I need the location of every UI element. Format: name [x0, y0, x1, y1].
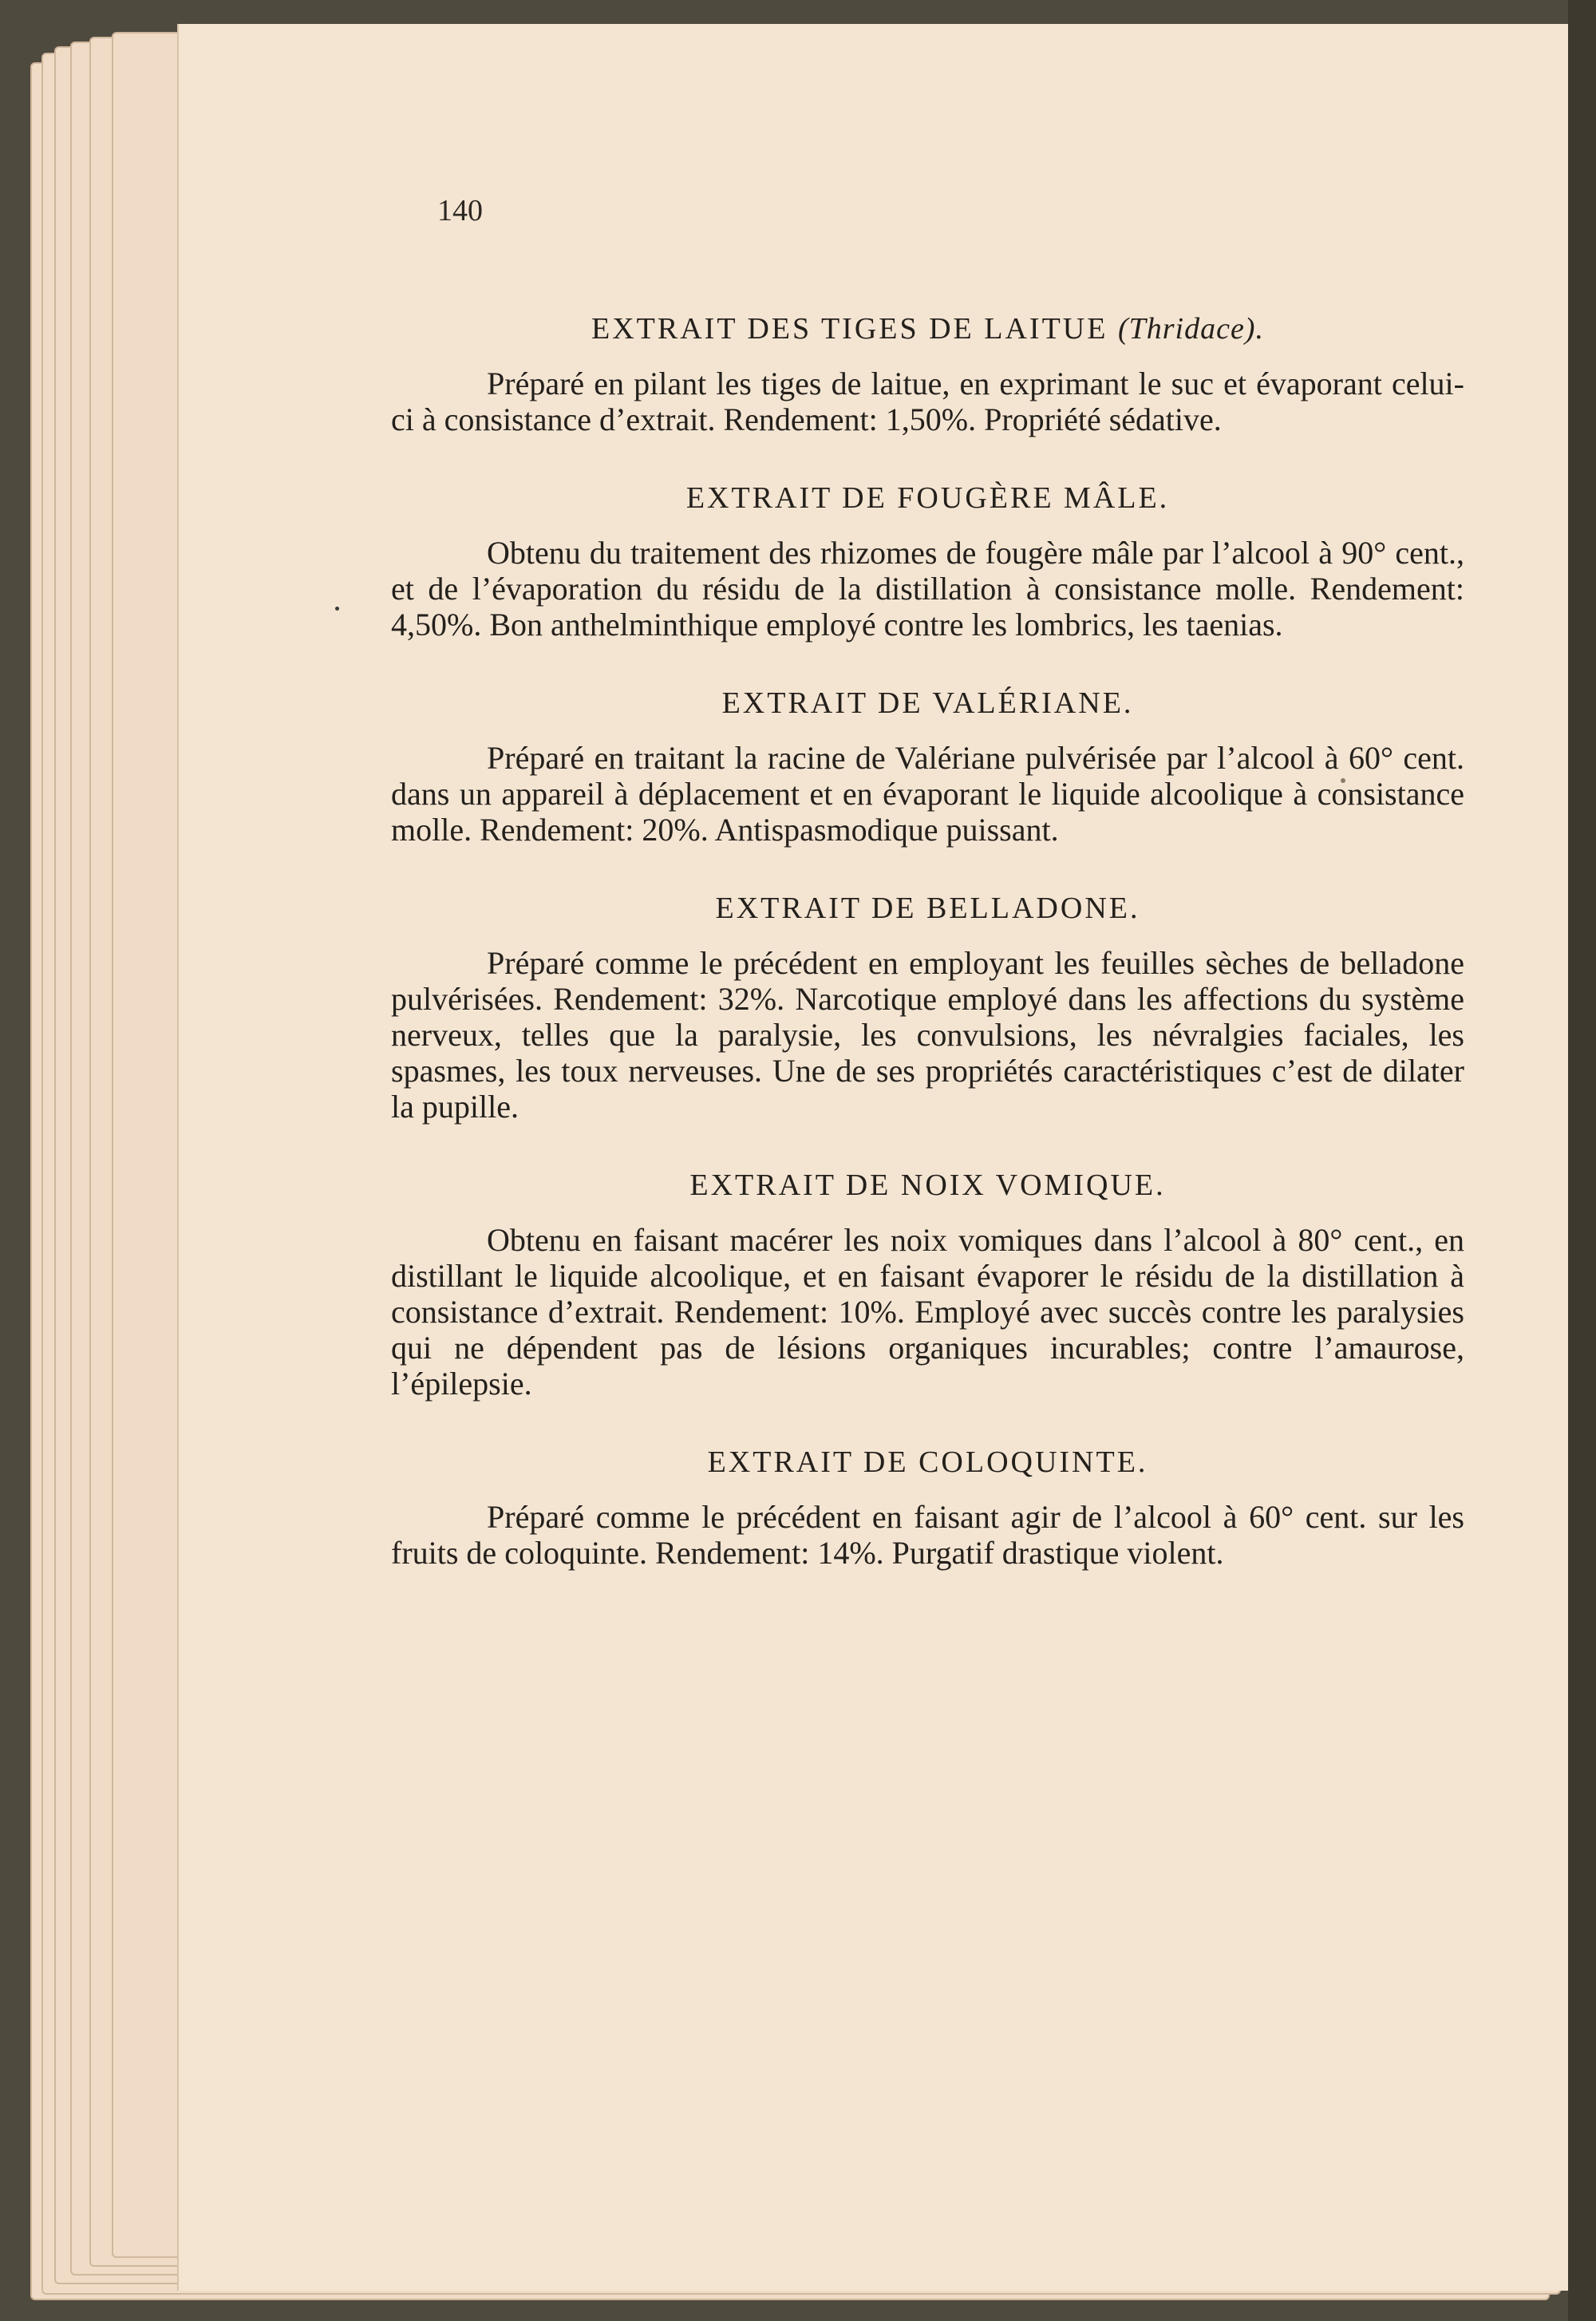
- section-coloquinte: [391, 1445, 1464, 1571]
- section-belladone: [391, 891, 1464, 1125]
- section-valeriane: [391, 686, 1464, 848]
- section-body: Obtenu du traitement des rhizomes de fougère mâle par l’alcool à 90° cent., et de l’évaporation du résidu de la distillation à consistance molle. Rendement: 4,50%. Bon anthelminthique employé contre les lombrics, les taenias.: [391, 535, 1464, 643]
- section-title: EXTRAIT DE COLOQUINTE.: [707, 1445, 1148, 1479]
- section-body: Préparé en traitant la racine de Valériane pulvérisée par l’alcool à 60° cent. dans un appareil à déplacement et en évaporant le liquide alcoolique à consistance molle. Rendement: 20%. Antispasmodique puissant.: [391, 740, 1464, 848]
- paper-speck: [335, 607, 339, 611]
- section-title-text: EXTRAIT DES TIGES DE LAITUE: [591, 312, 1108, 346]
- section-body: Préparé en pilant les tiges de laitue, en exprimant le suc et évaporant celui-ci à consistance d’extrait. Rendement: 1,50%. Propriété sédative.: [391, 366, 1464, 437]
- section-title: EXTRAIT DE VALÉRIANE.: [721, 686, 1134, 720]
- section-body: Préparé comme le précédent en employant les feuilles sèches de belladone pulvérisées. Rendement: 32%. Narcotique employé dans les affections du système nerveux, telles que la paralysie, les convulsions, les névralgies faciales, les spasmes, les toux nerveuses. Une de ses propriétés caractéristiques c’est de dilater la pupille.: [391, 945, 1464, 1125]
- section-fougere: [391, 480, 1464, 643]
- section-body: Obtenu en faisant macérer les noix vomiques dans l’alcool à 80° cent., en distillant le liquide alcoolique, et en faisant évaporer le résidu de la distillation à consistance d’extrait. Rendement: 10%. Employé avec succès contre les paralysies qui ne dépendent pas de lésions organiques incurables; contre l’amaurose, l’épilepsie.: [391, 1222, 1464, 1402]
- section-subtitle: (Thridace).: [1117, 312, 1264, 346]
- section-title: EXTRAIT DE BELLADONE.: [715, 892, 1140, 925]
- section-laitue: [391, 311, 1464, 437]
- section-body: Préparé comme le précédent en faisant agir de l’alcool à 60° cent. sur les fruits de coloquinte. Rendement: 14%. Purgatif drastique violent.: [391, 1499, 1464, 1571]
- section-title: [391, 311, 1464, 346]
- binding-shadow: [1568, 0, 1596, 2321]
- page-number: 140: [437, 194, 483, 227]
- page-content: [391, 311, 1464, 1614]
- section-title: EXTRAIT DE FOUGÈRE MÂLE.: [685, 481, 1170, 515]
- section-title: EXTRAIT DE NOIX VOMIQUE.: [689, 1168, 1166, 1202]
- section-noix-vomique: [391, 1168, 1464, 1402]
